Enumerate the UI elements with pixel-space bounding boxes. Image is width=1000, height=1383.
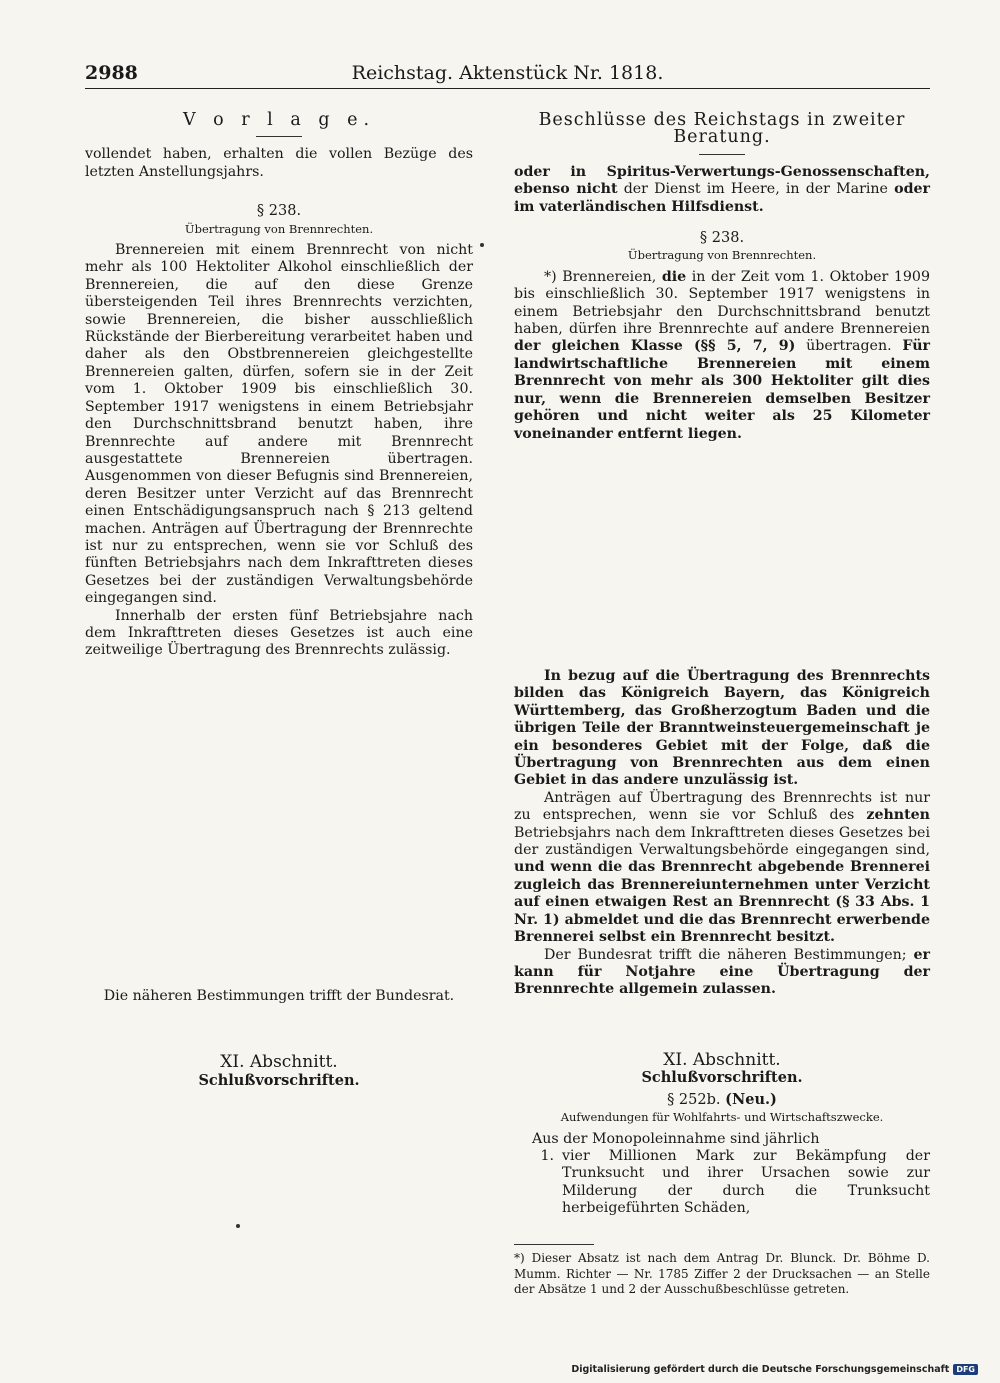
section-new-label: (Neu.) <box>725 1090 777 1108</box>
right-abschnitt-number: XI. Abschnitt. <box>663 1050 781 1070</box>
right-paragraph-3 <box>514 790 930 947</box>
text-run: Anträgen auf Übertragung des Brennrechts ist nur zu entsprechen, wenn sie vor Schluß des <box>514 789 930 824</box>
left-intro-text: vollendet haben, erhalten die vollen Bezüge des letzten Anstellungsjahrs. <box>85 146 473 180</box>
left-section-title: Übertragung von Brennrechten. <box>184 221 374 236</box>
footnote-rule <box>514 1244 594 1245</box>
bold-text: zehnten <box>866 807 930 824</box>
right-paragraph-5: Aus der Monopoleinnahme sind jährlich <box>532 1130 820 1147</box>
right-paragraph-1 <box>514 269 930 443</box>
right-abschnitt-title: Schlußvorschriften. <box>641 1069 803 1087</box>
left-abschnitt-block <box>85 1052 473 1089</box>
bold-text: die <box>661 268 687 285</box>
dfg-logo: DFG <box>953 1364 978 1375</box>
footnote-block <box>514 1244 930 1298</box>
right-section-title: Übertragung von Brennrechten. <box>627 248 817 263</box>
bold-text: und wenn die das Brennrecht abgebende Brennerei zugleich das Brennereiunternehmen unter Verzicht auf einen etwaigen Rest an Brennrecht (§ 33 Abs. 1 Nr. 1) abmeldet und die das Brennrecht erwerbende Brennerei selbst ein Brennrecht besitzt. <box>514 859 930 946</box>
right-column-heading: Beschlüsse des Reichstags in zweiter Beratung. <box>538 110 906 148</box>
bold-text: Für landwirtschaftliche Brennereien mit einem Brennrecht von mehr als 300 Hektoliter gilt dies nur, wenn die Brennereien demselben Besitzer gehören und nicht weiter als 25 Kilometer voneinander entfernt liegen. <box>514 338 930 442</box>
right-section2-title: Aufwendungen für Wohlfahrts- und Wirtschaftszwecke. <box>560 1110 884 1125</box>
ink-speck <box>480 243 484 247</box>
left-paragraph-1: Brennereien mit einem Brennrecht von nicht mehr als 100 Hektoliter Alkohol einschließlich der Brennereien, die auf den diese Grenze übersteigenden Teil ihres Brennrechts verzichten, sowie Brennereien, die bisher ausschließlich Rückstände der Bierbereitung verarbeitet haben und daher als den Obstbrennereien gleichgestellte Brennereien galten, dürfen, sofern sie in der Zeit vom 1. Oktober 1909 bis einschließlich 30. September 1917 wenigstens in einem Betriebsjahr den Durchschnittsbrand benutzt haben, ihre Brennrechte auf andere mit Brennrecht ausgestattete Brennereien übertragen. Ausgenommen von dieser Befugnis sind Brennereien, deren Besitzer unter Verzicht auf das Brennrecht einen Entschädigungsanspruch nach § 213 geltend machen. Anträgen auf Übertragung der Brennrechte ist nur zu entsprechen, wenn sie vor Schluß des fünften Betriebsjahrs nach dem Inkrafttreten dieses Gesetzes bei der zuständigen Verwaltungsbehörde eingegangen sind. <box>85 242 473 607</box>
right-section-number: § 238. <box>699 230 745 247</box>
right-intro-text <box>514 164 930 216</box>
bold-text: er kann für Notjahre eine Übertragung der Brennrechte allgemein zulassen. <box>514 946 930 998</box>
list-item-number: 1. <box>540 1148 554 1165</box>
text-run: Der Bundesrat trifft die näheren Bestimmungen; <box>544 946 914 963</box>
bold-text: oder in Spiritus-Verwertungs-Genossenschaften, ebenso nicht <box>514 163 930 198</box>
left-column-heading: V o r l a g e. <box>182 110 376 130</box>
text-run: übertragen. <box>795 338 903 355</box>
left-paragraph-2: Innerhalb der ersten fünf Betriebsjahre nach dem Inkrafttreten dieses Gesetzes ist auch eine zeitweilige Übertragung des Brennrechts zulässig. <box>85 607 473 659</box>
heading-rule <box>699 154 745 155</box>
left-column <box>85 112 473 660</box>
normal-text: der Dienst im Heere, in der Marine <box>617 181 895 198</box>
right-column <box>514 112 930 443</box>
right-abschnitt-block <box>514 1052 930 1218</box>
bold-text: oder im vaterländischen Hilfsdienst. <box>514 181 931 215</box>
left-section-number: § 238. <box>256 203 302 220</box>
digitization-footer <box>571 1364 978 1375</box>
text-run: *) Brennereien, <box>544 268 662 285</box>
text-run: in der Zeit vom 1. Oktober 1909 bis einschließlich 30. September 1917 wenigstens in einem Betriebsjahr den Durchschnittsbrand benutzt haben, dürfen ihre Brennrechte auf andere Brennereien <box>514 268 930 338</box>
footer-text: Digitalisierung gefördert durch die Deutsche Forschungsgemeinschaft <box>571 1364 950 1375</box>
heading-rule <box>256 136 302 137</box>
ink-speck <box>236 1224 240 1228</box>
left-bundesrat-text: Die näheren Bestimmungen trifft der Bundesrat. <box>103 988 455 1004</box>
left-abschnitt-title: Schlußvorschriften. <box>198 1072 360 1089</box>
bold-text: der gleichen Klasse (§§ 5, 7, 9) <box>514 338 796 355</box>
page-title: Reichstag. Aktenstück Nr. 1818. <box>351 62 664 84</box>
text-run: Betriebsjahrs nach dem Inkrafttreten dieses Gesetzes bei der zuständigen Verwaltungsbehörde eingegangen sind, <box>514 824 930 859</box>
page-header <box>85 60 930 89</box>
section-number: § 252b. <box>667 1091 721 1108</box>
right-paragraph-4 <box>514 947 930 999</box>
bold-text: In bezug auf die Übertragung des Brennrechts bilden das Königreich Bayern, das Königreich Württemberg, das Großherzogtum Baden und die übrigen Teile der Branntweinsteuergemeinschaft je ein besonderes Gebiet mit der Folge, daß die Übertragung von Brennrechten aus dem einen Gebiet in das andere unzulässig ist. <box>514 668 930 789</box>
right-paragraph-2 <box>514 668 930 790</box>
footnote-text: *) Dieser Absatz ist nach dem Antrag Dr. Blunck. Dr. Böhme D. Mumm. Richter — Nr. 1785 Ziffer 2 der Drucksachen — an Stelle der Absätze 1 und 2 der Ausschußbeschlüsse getreten. <box>514 1251 930 1296</box>
list-item-text: vier Millionen Mark zur Bekämpfung der Trunksucht und ihrer Ursachen sowie zur Milderung der durch die Trunksucht herbeigeführten Schäden, <box>562 1148 930 1217</box>
right-section2-heading <box>514 1091 930 1109</box>
left-abschnitt-number: XI. Abschnitt. <box>220 1052 338 1072</box>
right-lower-block <box>514 668 930 999</box>
page-number: 2988 <box>85 62 138 84</box>
list-item <box>514 1148 930 1218</box>
